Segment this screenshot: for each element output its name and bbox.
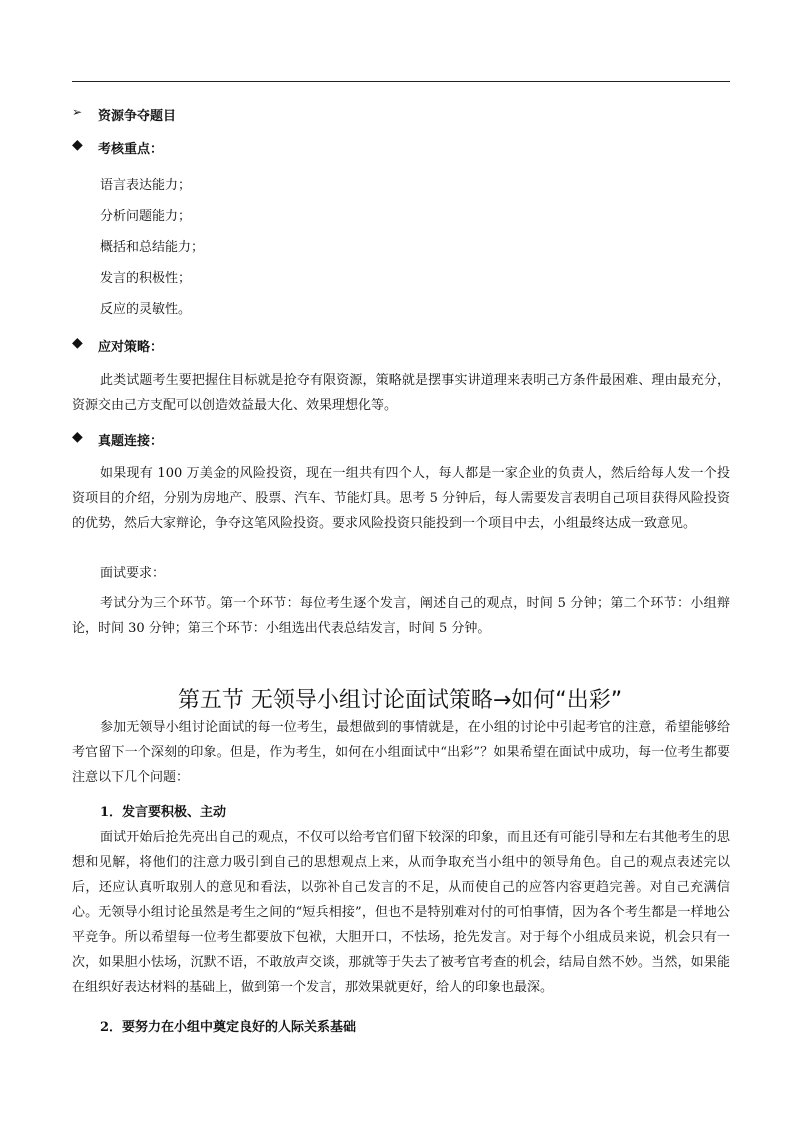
key-point-item: 发言的积极性； <box>100 271 192 286</box>
section-five-intro: 参加无领导小组讨论面试的每一位考生，最想做到的事情就是，在小组的讨论中引起考官的注意，希望能够给考官留下一个深刻的印象。但是，作为考生，如何在小组面试中“出彩”？如果希望在面试中成功，每一位考生都要注意以下几个问题： <box>72 720 730 785</box>
resource-section-title: 资源争夺题目 <box>98 109 177 124</box>
strategy-title: 应对策略： <box>98 340 164 355</box>
requirement-label: 面试要求： <box>100 566 166 581</box>
strategy-paragraph: 此类试题考生要把握住目标就是抢夺有限资源，策略就是摆事实讲道理来表明己方条件最困难、理由最充分，资源交由己方支配可以创造效益最大化、效果理想化等。 <box>72 373 730 413</box>
point-one-heading: 1．发言要积极、主动 <box>100 805 227 820</box>
arrow-bullet-icon: ➢ <box>72 105 83 119</box>
section-five-title: 第五节 无领导小组讨论面试策略→如何“出彩” <box>177 688 623 713</box>
point-one-paragraph: 面试开始后抢先亮出自己的观点，不仅可以给考官们留下较深的印象，而且还有可能引导和左右其他考生的思想和见解，将他们的注意力吸引到自己的思想观点上来，从而争取充当小组中的领导角色。自己的观点表述完以后，还应认真听取别人的意见和看法，以弥补自己发言的不足，从而使自己的应答内容更趋完善。对自己充满信心。无领导小组讨论虽然是考生之间的“短兵相接”，但也不是特别难对付的可怕事情，因为各个考生都是一样地公平竞争。所以希望每一位考生都要放下包袱，大胆开口，不怯场，抢先发言。对于每个小组成员来说，机会只有一次，如果胆小怯场，沉默不语，不敢放声交谈，那就等于失去了被考官考查的机会，结局自然不妙。当然，如果能在组织好表达材料的基础上，做到第一个发言，那效果就更好，给人的印象也最深。 <box>72 830 730 995</box>
requirement-paragraph: 考试分为三个环节。第一个环节：每位考生逐个发言，阐述自己的观点，时间 5 分钟；第二个环节：小组辩论，时间 30 分钟；第三个环节：小组选出代表总结发言，时间 5 分钟。 <box>72 596 730 636</box>
diamond-bullet-icon: ◆ <box>72 137 83 153</box>
point-two-heading: 2．要努力在小组中奠定良好的人际关系基础 <box>100 1020 357 1035</box>
real-question-paragraph: 如果现有 100 万美金的风险投资，现在一组共有四个人，每人都是一家企业的负责人，然后给每人发一个投资项目的介绍，分别为房地产、股票、汽车、节能灯具。思考 5 分钟后，每人需要发言表明自己项目获得风险投资的优势，然后大家辩论，争夺这笔风险投资。要求风险投资只能投到一个项目中去，小组最终达成一致意见。 <box>72 466 730 531</box>
key-point-item: 分析问题能力； <box>100 209 192 224</box>
key-points-title: 考核重点： <box>98 142 164 157</box>
key-point-item: 语言表达能力； <box>100 178 192 193</box>
diamond-bullet-icon: ◆ <box>72 335 83 351</box>
header-rule <box>72 81 730 82</box>
diamond-bullet-icon: ◆ <box>72 429 83 445</box>
key-point-item: 概括和总结能力； <box>100 240 205 255</box>
real-question-title: 真题连接： <box>98 434 164 449</box>
key-point-item: 反应的灵敏性。 <box>100 302 192 317</box>
